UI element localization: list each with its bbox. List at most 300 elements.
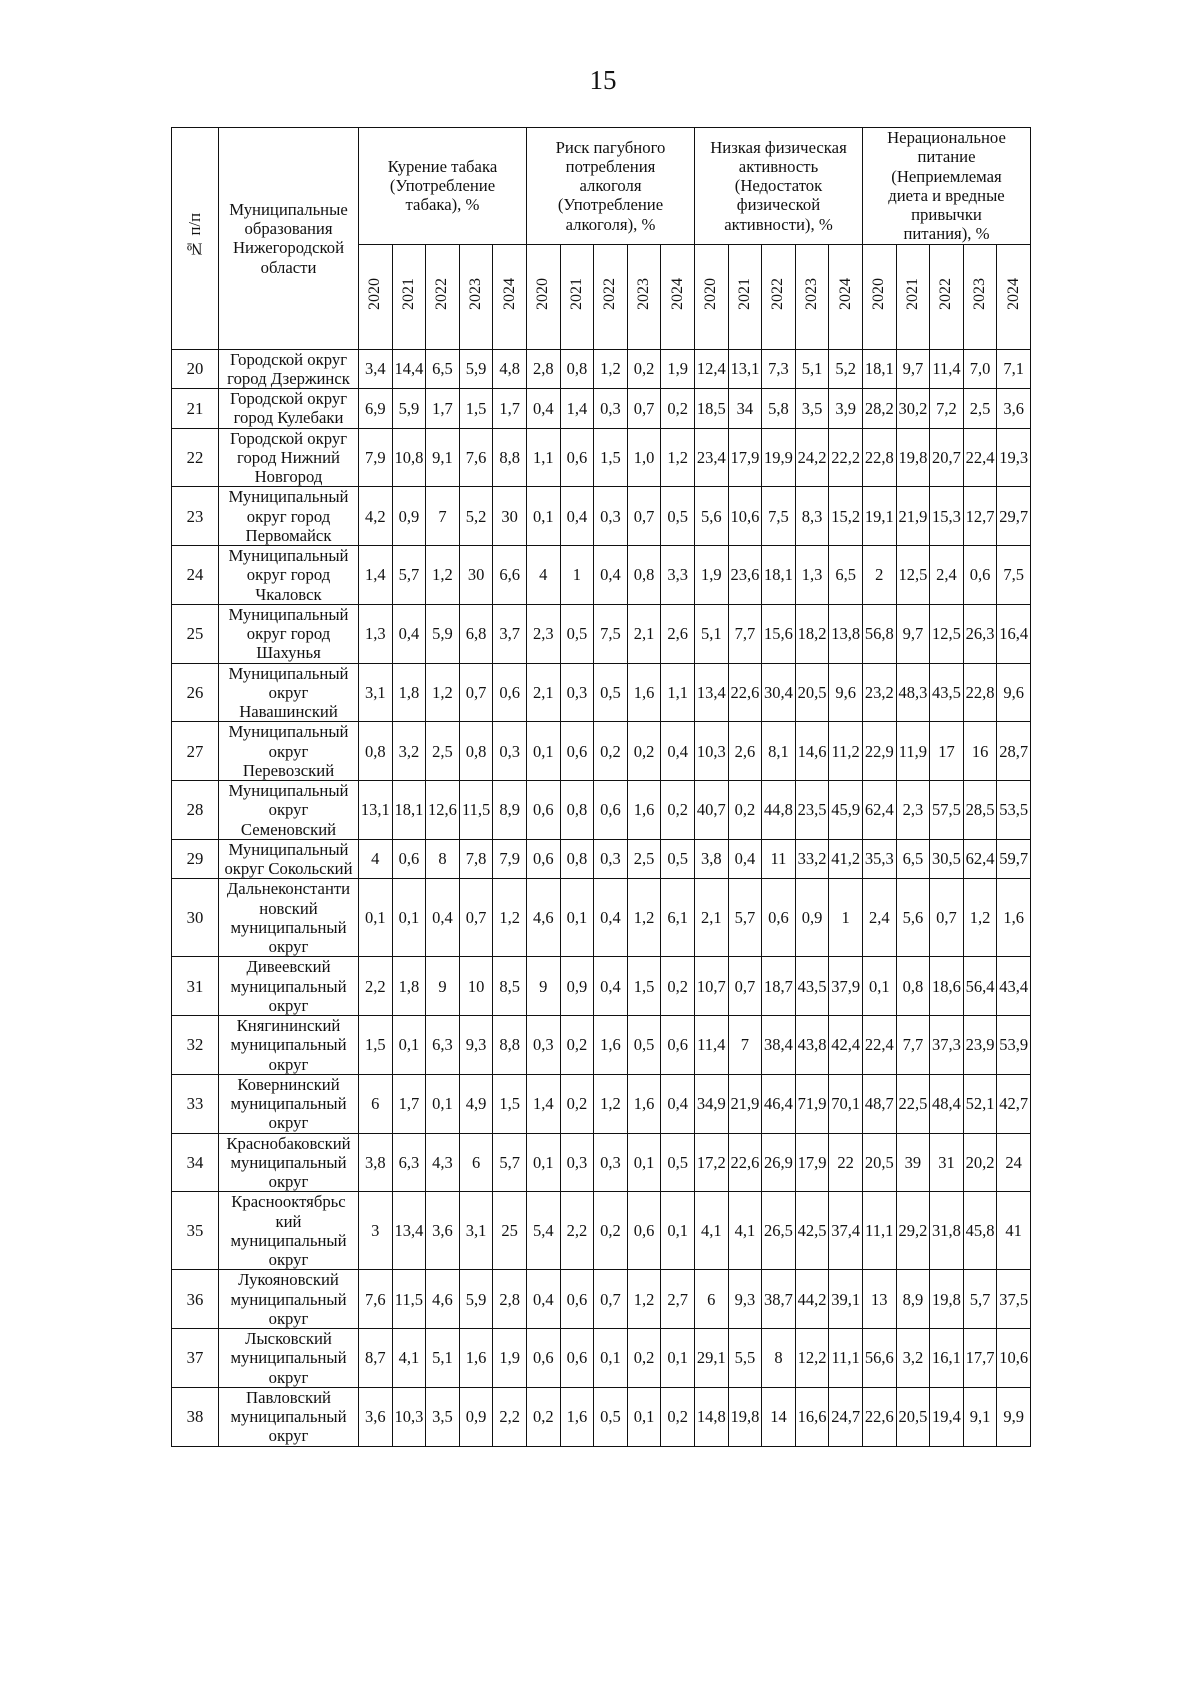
value-cell: 0,9 (392, 487, 426, 546)
value-cell: 7,7 (728, 604, 762, 663)
group-header-alcohol: Риск пагубного потребления алкоголя (Употребление алкоголя), % (526, 128, 694, 245)
municipality-name-cell: Муниципальный округ Сокольский (219, 839, 359, 879)
value-cell: 42,4 (829, 1016, 863, 1075)
value-cell: 30,5 (930, 839, 964, 879)
value-cell: 3,8 (695, 839, 729, 879)
value-cell: 3,6 (359, 1387, 393, 1446)
value-cell: 6,5 (829, 546, 863, 605)
value-cell: 46,4 (762, 1074, 796, 1133)
value-cell: 4,9 (459, 1074, 493, 1133)
value-cell: 7,0 (963, 349, 997, 389)
value-cell: 43,8 (795, 1016, 829, 1075)
value-cell: 13,4 (695, 663, 729, 722)
value-cell: 22,6 (728, 1133, 762, 1192)
value-cell: 21,9 (728, 1074, 762, 1133)
municipality-header: Муниципальные образования Нижегородской области (219, 128, 359, 350)
value-cell: 6 (695, 1270, 729, 1329)
value-cell: 14,8 (695, 1387, 729, 1446)
value-cell: 22 (829, 1133, 863, 1192)
value-cell: 4 (526, 546, 560, 605)
value-cell: 5,8 (762, 389, 796, 429)
value-cell: 18,7 (762, 957, 796, 1016)
value-cell: 8,1 (762, 722, 796, 781)
value-cell: 0,2 (627, 1329, 661, 1388)
value-cell: 0,6 (594, 781, 628, 840)
value-cell: 13,8 (829, 604, 863, 663)
value-cell: 30,2 (896, 389, 930, 429)
row-number-header (172, 128, 219, 350)
value-cell: 43,4 (997, 957, 1031, 1016)
row-number-cell: 30 (172, 879, 219, 957)
row-number-cell: 22 (172, 428, 219, 487)
value-cell: 3,5 (795, 389, 829, 429)
table-header (172, 128, 1031, 350)
value-cell: 8,9 (896, 1270, 930, 1329)
value-cell: 0,2 (627, 722, 661, 781)
year-header (392, 244, 426, 349)
value-cell: 1,2 (627, 879, 661, 957)
value-cell: 3,4 (359, 349, 393, 389)
value-cell: 52,1 (963, 1074, 997, 1133)
value-cell: 5,1 (695, 604, 729, 663)
municipality-name-cell: Муниципальный округ город Шахунья (219, 604, 359, 663)
value-cell: 5,9 (392, 389, 426, 429)
value-cell: 42,7 (997, 1074, 1031, 1133)
value-cell: 1,5 (493, 1074, 527, 1133)
value-cell: 8,3 (795, 487, 829, 546)
table-row (172, 604, 1031, 663)
municipality-name-cell: Дивеевский муниципальный округ (219, 957, 359, 1016)
value-cell: 8 (426, 839, 460, 879)
value-cell: 0,7 (930, 879, 964, 957)
value-cell: 0,1 (526, 722, 560, 781)
row-number-cell: 35 (172, 1192, 219, 1270)
value-cell: 1,8 (392, 957, 426, 1016)
value-cell: 0,1 (560, 879, 594, 957)
value-cell: 53,5 (997, 781, 1031, 840)
value-cell: 8,9 (493, 781, 527, 840)
value-cell: 9,7 (896, 604, 930, 663)
value-cell: 0,1 (661, 1192, 695, 1270)
value-cell: 23,4 (695, 428, 729, 487)
table-row (172, 1270, 1031, 1329)
value-cell: 0,9 (795, 879, 829, 957)
value-cell: 30 (459, 546, 493, 605)
value-cell: 0,2 (728, 781, 762, 840)
row-number-cell: 32 (172, 1016, 219, 1075)
value-cell: 6,9 (359, 389, 393, 429)
year-label: 2021 (735, 278, 753, 311)
value-cell: 23,9 (963, 1016, 997, 1075)
value-cell: 0,6 (526, 1329, 560, 1388)
value-cell: 3,1 (359, 663, 393, 722)
value-cell: 15,2 (829, 487, 863, 546)
value-cell: 1,4 (560, 389, 594, 429)
value-cell: 34,9 (695, 1074, 729, 1133)
value-cell: 6,1 (661, 879, 695, 957)
value-cell: 0,8 (560, 839, 594, 879)
value-cell: 28,2 (862, 389, 896, 429)
value-cell: 38,7 (762, 1270, 796, 1329)
value-cell: 18,1 (762, 546, 796, 605)
value-cell: 10,6 (997, 1329, 1031, 1388)
value-cell: 22,5 (896, 1074, 930, 1133)
value-cell: 4,1 (728, 1192, 762, 1270)
group-header-nutrition: Нерациональное питание (Неприемлемая диета и вредные привычки питания), % (862, 128, 1030, 245)
value-cell: 7,9 (493, 839, 527, 879)
row-number-cell: 31 (172, 957, 219, 1016)
value-cell: 16,4 (997, 604, 1031, 663)
value-cell: 0,9 (560, 957, 594, 1016)
value-cell: 8,7 (359, 1329, 393, 1388)
value-cell: 44,2 (795, 1270, 829, 1329)
value-cell: 22,6 (862, 1387, 896, 1446)
value-cell: 26,5 (762, 1192, 796, 1270)
year-header (728, 244, 762, 349)
value-cell: 10,7 (695, 957, 729, 1016)
value-cell: 7,7 (896, 1016, 930, 1075)
value-cell: 1,2 (661, 428, 695, 487)
value-cell: 0,4 (594, 879, 628, 957)
value-cell: 2,8 (493, 1270, 527, 1329)
value-cell: 9,6 (829, 663, 863, 722)
value-cell: 0,7 (459, 879, 493, 957)
value-cell: 2,1 (526, 663, 560, 722)
value-cell: 7,5 (594, 604, 628, 663)
value-cell: 28,7 (997, 722, 1031, 781)
value-cell: 53,9 (997, 1016, 1031, 1075)
value-cell: 57,5 (930, 781, 964, 840)
value-cell: 2,7 (661, 1270, 695, 1329)
value-cell: 29,1 (695, 1329, 729, 1388)
value-cell: 16 (963, 722, 997, 781)
value-cell: 1,6 (560, 1387, 594, 1446)
value-cell: 14 (762, 1387, 796, 1446)
value-cell: 5,7 (728, 879, 762, 957)
year-header (896, 244, 930, 349)
table-row (172, 349, 1031, 389)
table-row (172, 546, 1031, 605)
value-cell: 43,5 (795, 957, 829, 1016)
value-cell: 1,7 (426, 389, 460, 429)
value-cell: 19,8 (728, 1387, 762, 1446)
year-header (560, 244, 594, 349)
year-label: 2020 (870, 278, 888, 311)
value-cell: 11 (762, 839, 796, 879)
year-header (829, 244, 863, 349)
value-cell: 2,6 (661, 604, 695, 663)
value-cell: 5,4 (526, 1192, 560, 1270)
value-cell: 15,6 (762, 604, 796, 663)
value-cell: 2 (862, 546, 896, 605)
value-cell: 5,6 (896, 879, 930, 957)
value-cell: 2,8 (526, 349, 560, 389)
value-cell: 23,6 (728, 546, 762, 605)
value-cell: 0,6 (560, 1329, 594, 1388)
municipality-name-cell: Городской округ город Нижний Новгород (219, 428, 359, 487)
value-cell: 20,7 (930, 428, 964, 487)
value-cell: 0,5 (627, 1016, 661, 1075)
value-cell: 1,6 (997, 879, 1031, 957)
value-cell: 3 (359, 1192, 393, 1270)
row-number-cell: 34 (172, 1133, 219, 1192)
value-cell: 7,9 (359, 428, 393, 487)
table-row (172, 1074, 1031, 1133)
municipality-name-cell: Муниципальный округ Семеновский (219, 781, 359, 840)
value-cell: 0,5 (661, 839, 695, 879)
value-cell: 10,8 (392, 428, 426, 487)
value-cell: 45,9 (829, 781, 863, 840)
value-cell: 16,6 (795, 1387, 829, 1446)
value-cell: 1,6 (627, 781, 661, 840)
value-cell: 5,7 (493, 1133, 527, 1192)
municipality-name-cell: Городской округ город Кулебаки (219, 389, 359, 429)
value-cell: 18,1 (862, 349, 896, 389)
value-cell: 1,5 (459, 389, 493, 429)
value-cell: 28,5 (963, 781, 997, 840)
value-cell: 22,8 (963, 663, 997, 722)
value-cell: 0,2 (594, 1192, 628, 1270)
year-header (762, 244, 796, 349)
value-cell: 7 (426, 487, 460, 546)
value-cell: 11,1 (829, 1329, 863, 1388)
value-cell: 1,6 (627, 663, 661, 722)
year-label: 2020 (702, 278, 720, 311)
value-cell: 5,2 (459, 487, 493, 546)
year-header (459, 244, 493, 349)
value-cell: 0,9 (459, 1387, 493, 1446)
value-cell: 0,6 (493, 663, 527, 722)
value-cell: 0,6 (560, 428, 594, 487)
value-cell: 17 (930, 722, 964, 781)
value-cell: 7,2 (930, 389, 964, 429)
value-cell: 26,9 (762, 1133, 796, 1192)
value-cell: 9,9 (997, 1387, 1031, 1446)
value-cell: 23,5 (795, 781, 829, 840)
municipality-name-cell: Городской округ город Дзержинск (219, 349, 359, 389)
value-cell: 42,5 (795, 1192, 829, 1270)
value-cell: 11,5 (392, 1270, 426, 1329)
value-cell: 26,3 (963, 604, 997, 663)
value-cell: 6,8 (459, 604, 493, 663)
value-cell: 0,1 (426, 1074, 460, 1133)
value-cell: 6 (359, 1074, 393, 1133)
value-cell: 1,6 (627, 1074, 661, 1133)
table-row (172, 879, 1031, 957)
value-cell: 12,6 (426, 781, 460, 840)
value-cell: 1 (829, 879, 863, 957)
value-cell: 1,2 (426, 663, 460, 722)
table-row (172, 1016, 1031, 1075)
value-cell: 0,3 (560, 1133, 594, 1192)
value-cell: 2,6 (728, 722, 762, 781)
value-cell: 4,8 (493, 349, 527, 389)
value-cell: 48,7 (862, 1074, 896, 1133)
value-cell: 2,4 (862, 879, 896, 957)
value-cell: 62,4 (963, 839, 997, 879)
value-cell: 14,4 (392, 349, 426, 389)
row-number-cell: 36 (172, 1270, 219, 1329)
value-cell: 2,2 (359, 957, 393, 1016)
value-cell: 1,2 (493, 879, 527, 957)
value-cell: 22,4 (963, 428, 997, 487)
value-cell: 18,2 (795, 604, 829, 663)
value-cell: 2,2 (560, 1192, 594, 1270)
table-body (172, 349, 1031, 1446)
value-cell: 5,1 (426, 1329, 460, 1388)
value-cell: 0,4 (728, 839, 762, 879)
value-cell: 0,2 (627, 349, 661, 389)
value-cell: 1,7 (392, 1074, 426, 1133)
year-header (862, 244, 896, 349)
value-cell: 1,9 (661, 349, 695, 389)
municipality-name-cell: Муниципальный округ Навашинский (219, 663, 359, 722)
value-cell: 34 (728, 389, 762, 429)
value-cell: 4,6 (526, 879, 560, 957)
value-cell: 4,1 (695, 1192, 729, 1270)
value-cell: 0,1 (627, 1133, 661, 1192)
value-cell: 0,1 (526, 1133, 560, 1192)
value-cell: 48,4 (930, 1074, 964, 1133)
year-header (661, 244, 695, 349)
value-cell: 3,8 (359, 1133, 393, 1192)
value-cell: 19,4 (930, 1387, 964, 1446)
value-cell: 7,6 (459, 428, 493, 487)
municipality-name-cell: Ковернинский муниципальный округ (219, 1074, 359, 1133)
value-cell: 6,3 (392, 1133, 426, 1192)
value-cell: 0,2 (560, 1074, 594, 1133)
value-cell: 3,6 (426, 1192, 460, 1270)
value-cell: 1,6 (459, 1329, 493, 1388)
value-cell: 0,1 (627, 1387, 661, 1446)
value-cell: 37,5 (997, 1270, 1031, 1329)
value-cell: 31,8 (930, 1192, 964, 1270)
value-cell: 0,4 (594, 546, 628, 605)
row-number-cell: 23 (172, 487, 219, 546)
value-cell: 3,5 (426, 1387, 460, 1446)
value-cell: 0,2 (526, 1387, 560, 1446)
municipality-name-cell: Дальнеконстанти новский муниципальный округ (219, 879, 359, 957)
municipality-name-cell: Муниципальный округ Перевозский (219, 722, 359, 781)
value-cell: 8,5 (493, 957, 527, 1016)
row-number-cell: 25 (172, 604, 219, 663)
value-cell: 0,5 (560, 604, 594, 663)
value-cell: 9,6 (997, 663, 1031, 722)
value-cell: 19,3 (997, 428, 1031, 487)
value-cell: 0,8 (627, 546, 661, 605)
value-cell: 1,2 (594, 349, 628, 389)
value-cell: 12,5 (930, 604, 964, 663)
value-cell: 30,4 (762, 663, 796, 722)
value-cell: 29,2 (896, 1192, 930, 1270)
value-cell: 5,5 (728, 1329, 762, 1388)
value-cell: 24,7 (829, 1387, 863, 1446)
page-number: 15 (589, 65, 617, 95)
value-cell: 13,4 (392, 1192, 426, 1270)
value-cell: 19,9 (762, 428, 796, 487)
value-cell: 0,6 (627, 1192, 661, 1270)
value-cell: 48,3 (896, 663, 930, 722)
table-row (172, 957, 1031, 1016)
value-cell: 3,6 (997, 389, 1031, 429)
value-cell: 13 (862, 1270, 896, 1329)
value-cell: 1,0 (627, 428, 661, 487)
value-cell: 0,6 (392, 839, 426, 879)
year-header (359, 244, 393, 349)
value-cell: 0,8 (359, 722, 393, 781)
value-cell: 7,8 (459, 839, 493, 879)
value-cell: 0,8 (459, 722, 493, 781)
value-cell: 17,9 (728, 428, 762, 487)
value-cell: 56,6 (862, 1329, 896, 1388)
row-number-cell: 37 (172, 1329, 219, 1388)
value-cell: 39 (896, 1133, 930, 1192)
value-cell: 9 (526, 957, 560, 1016)
year-label: 2021 (903, 278, 921, 311)
value-cell: 1,3 (795, 546, 829, 605)
value-cell: 0,8 (560, 349, 594, 389)
municipality-name-cell: Лукояновский муниципальный округ (219, 1270, 359, 1329)
value-cell: 9 (426, 957, 460, 1016)
table-row (172, 389, 1031, 429)
value-cell: 0,5 (661, 487, 695, 546)
value-cell: 40,7 (695, 781, 729, 840)
value-cell: 0,8 (560, 781, 594, 840)
value-cell: 2,5 (426, 722, 460, 781)
value-cell: 20,5 (795, 663, 829, 722)
value-cell: 1,7 (493, 389, 527, 429)
table-row (172, 487, 1031, 546)
year-header (526, 244, 560, 349)
value-cell: 20,5 (896, 1387, 930, 1446)
value-cell: 0,3 (594, 487, 628, 546)
value-cell: 11,5 (459, 781, 493, 840)
value-cell: 0,6 (762, 879, 796, 957)
year-header (930, 244, 964, 349)
value-cell: 59,7 (997, 839, 1031, 879)
value-cell: 0,7 (627, 487, 661, 546)
value-cell: 22,2 (829, 428, 863, 487)
table-row (172, 1192, 1031, 1270)
municipality-name-cell: Княгининский муниципальный округ (219, 1016, 359, 1075)
table-row (172, 722, 1031, 781)
value-cell: 2,2 (493, 1387, 527, 1446)
value-cell: 3,2 (392, 722, 426, 781)
value-cell: 0,2 (661, 1387, 695, 1446)
value-cell: 30 (493, 487, 527, 546)
year-label: 2022 (937, 278, 955, 311)
value-cell: 3,9 (829, 389, 863, 429)
table-row (172, 663, 1031, 722)
value-cell: 0,4 (526, 389, 560, 429)
value-cell: 17,7 (963, 1329, 997, 1388)
value-cell: 5,7 (392, 546, 426, 605)
value-cell: 17,2 (695, 1133, 729, 1192)
row-number-cell: 28 (172, 781, 219, 840)
value-cell: 6,5 (426, 349, 460, 389)
value-cell: 0,1 (359, 879, 393, 957)
value-cell: 6,3 (426, 1016, 460, 1075)
value-cell: 0,7 (594, 1270, 628, 1329)
value-cell: 12,5 (896, 546, 930, 605)
value-cell: 0,3 (594, 839, 628, 879)
value-cell: 0,1 (661, 1329, 695, 1388)
value-cell: 45,8 (963, 1192, 997, 1270)
value-cell: 13,1 (359, 781, 393, 840)
value-cell: 9,3 (728, 1270, 762, 1329)
value-cell: 1,5 (594, 428, 628, 487)
value-cell: 1,1 (661, 663, 695, 722)
